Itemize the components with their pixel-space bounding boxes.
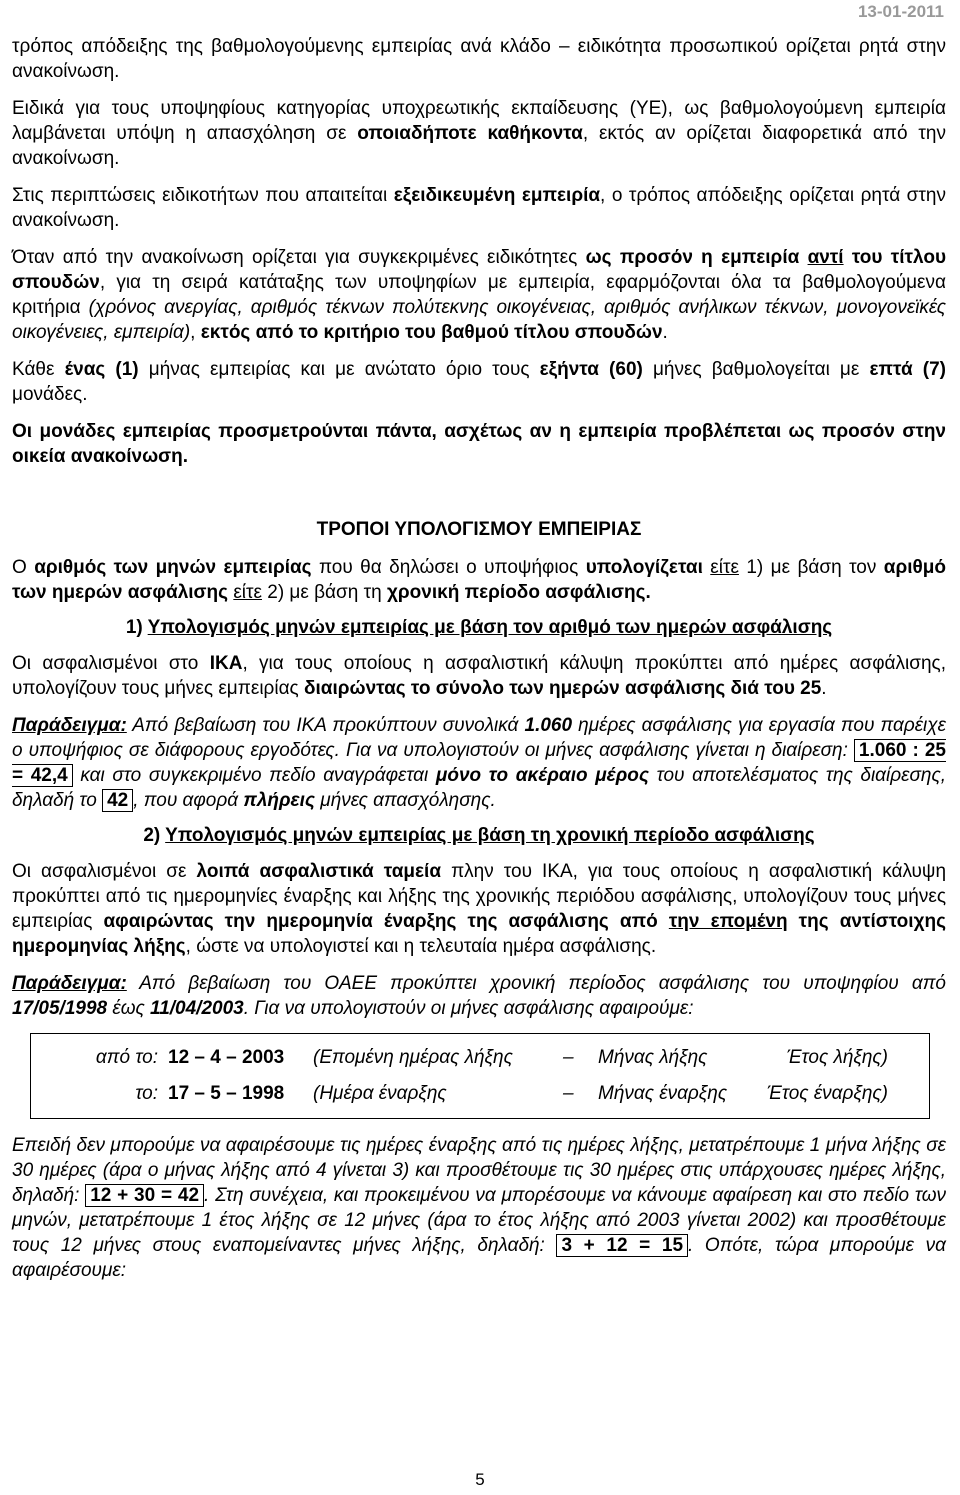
calc-label: από το: xyxy=(95,1047,158,1068)
bold-text: αριθμό των ημερών ασφάλισης xyxy=(12,557,947,603)
bold-text: χρονική περίοδο ασφάλισης. xyxy=(386,582,651,603)
bold-text: λοιπά ασφαλιστικά ταμεία xyxy=(196,861,442,882)
text: έως xyxy=(107,998,151,1019)
text: μονάδες. xyxy=(12,384,88,405)
bold-underlined-text: αντί xyxy=(807,247,844,268)
text: Οι ασφαλισμένοι σε xyxy=(12,861,197,882)
text: τρόπος απόδειξης της βαθμολογούμενης εμπειρίας ανά κλάδο – ειδικότητα προσωπικού ορίζεται ρητά στην ανακοίνωση. xyxy=(12,36,946,82)
bold-text: του τίτλου σπουδών xyxy=(12,247,946,293)
bold-text: ΙΚΑ xyxy=(209,653,243,674)
text: 2) με βάση τη xyxy=(261,582,387,603)
bold-underlined-text: την επομένη xyxy=(668,911,788,932)
subheading-method-1 xyxy=(12,617,946,639)
calc-year-desc: Έτος έναρξης) xyxy=(766,1083,888,1104)
bold-text: αριθμός των μηνών εμπειρίας xyxy=(34,557,312,578)
page-number: 5 xyxy=(475,1470,485,1489)
subheading-method-2 xyxy=(12,825,946,847)
subheading-number: 2) xyxy=(143,825,166,846)
bold-text: εξειδικευμένη εμπειρία xyxy=(393,185,601,206)
underlined-text: είτε xyxy=(233,582,262,603)
text: Στις περιπτώσεις ειδικοτήτων που απαιτείται xyxy=(12,185,394,206)
paragraph-ika xyxy=(12,651,946,701)
underlined-text: είτε xyxy=(710,557,739,578)
bold-text: 17/05/1998 xyxy=(12,998,108,1019)
text: . xyxy=(821,678,827,699)
paragraph-other-funds xyxy=(12,859,946,959)
paragraph-borrowing-explanation xyxy=(12,1133,946,1283)
text: , ώστε να υπολογιστεί και η τελευταία ημέρα ασφάλισης. xyxy=(185,936,657,957)
calc-year-desc: Έτος λήξης) xyxy=(786,1047,888,1068)
text: , για τη σειρά κατάταξης των υποψηφίων με εμπειρία, εφαρμόζονται όλα τα βαθμολογούμενα κριτήρια xyxy=(12,272,946,318)
text: πλην του ΙΚΑ, για τους οποίους η ασφαλιστική κάλυψη προκύπτει από τις ημερομηνίες έναρξης και λήξης της χρονικής περιόδου ασφάλισης, υπολογίζουν τους μήνες εμπειρίας xyxy=(12,861,947,932)
boxed-calculation: 12 + 30 = 42 xyxy=(85,1184,204,1207)
bold-text: της αντίστοιχης ημερομηνίας λήξης xyxy=(12,911,946,957)
calc-date: 12 – 4 – 2003 xyxy=(168,1047,285,1068)
italic-text: (χρόνος ανεργίας, αριθμός τέκνων πολύτεκνης οικογένειας, αριθμός ανήλικων τέκνων, μονογονεϊκές οικογένειες, εμπειρία) xyxy=(12,297,946,343)
paragraph-specialized-experience xyxy=(12,183,946,233)
document-body xyxy=(12,34,946,1295)
text: Από βεβαίωση του ΟΑΕΕ προκύπτει χρονική περίοδος ασφάλισης του υποψηφίου από xyxy=(126,973,946,994)
text: , για τους οποίους η ασφαλιστική κάλυψη προκύπτει από ημέρες ασφάλισης, υπολογίζουν τους μήνες εμπειρίας xyxy=(12,653,946,699)
text: , που αφορά xyxy=(133,790,244,811)
text: Από βεβαίωση του ΙΚΑ προκύπτουν συνολικά xyxy=(126,715,525,736)
boxed-result: 42 xyxy=(102,789,133,812)
bold-text: εξήντα (60) xyxy=(539,359,643,380)
paragraph-example-oaee xyxy=(12,971,946,1021)
text: του αποτελέσματος της διαίρεσης, δηλαδή το xyxy=(12,765,946,811)
calc-label: το: xyxy=(135,1083,158,1104)
text: μήνας εμπειρίας και με ανώτατο όριο τους xyxy=(138,359,540,380)
text: . Στη συνέχεια, και προκειμένου να μπορέσουμε να κάνουμε αφαίρεση και στο πεδίο των μηνών, μετατρέπουμε 1 έτος λήξης σε 12 μήνες (άρα το έτος λήξης από 2003 γίνεται 2002) και προσθέτουμε τους 12 μήνες στους εναπομείναντες μήνες λήξης, δηλαδή: xyxy=(12,1185,946,1256)
paragraph-example-ika xyxy=(12,713,946,813)
text: 1) με βάση τον xyxy=(738,557,884,578)
bold-text: 1.060 xyxy=(524,715,573,736)
subheading-text: Υπολογισμός μηνών εμπειρίας με βάση τη χρονική περίοδο ασφάλισης xyxy=(165,825,815,846)
boxed-calculation: 3 + 12 = 15 xyxy=(556,1234,688,1257)
bold-text: εκτός από το κριτήριο του βαθμού τίτλου σπουδών xyxy=(200,322,663,343)
text: , xyxy=(190,322,201,343)
bold-text: Οι μονάδες εμπειρίας προσμετρούνται πάντα, ασχέτως αν η εμπειρία προβλέπεται ως προσόν στην οικεία ανακοίνωση. xyxy=(12,421,946,467)
text: Ο xyxy=(12,557,35,578)
text: και στο συγκεκριμένο πεδίο αναγράφεται xyxy=(72,765,436,786)
bold-text: ένας (1) xyxy=(64,359,139,380)
calc-row-start xyxy=(31,1076,929,1112)
text: Όταν από την ανακοίνωση ορίζεται για συγκεκριμένες ειδικότητες xyxy=(12,247,586,268)
bold-text: οποιαδήποτε καθήκοντα xyxy=(357,123,583,144)
example-label: Παράδειγμα: xyxy=(12,973,127,994)
document-date: 13-01-2011 xyxy=(857,2,944,21)
text: που θα δηλώσει ο υποψήφιος xyxy=(311,557,586,578)
text: , εκτός αν ορίζεται διαφορετικά από την ανακοίνωση. xyxy=(12,123,946,169)
paragraph-units-always-counted xyxy=(12,419,946,469)
paragraph-calculation-methods xyxy=(12,555,946,605)
bold-text: διαιρώντας το σύνολο των ημερών ασφάλισης διά του 25 xyxy=(304,678,822,699)
paragraph-ye-category xyxy=(12,96,946,171)
bold-text: επτά (7) xyxy=(869,359,946,380)
bold-text: αφαιρώντας την ημερομηνία έναρξης της ασφάλισης από xyxy=(103,911,669,932)
calc-date: 17 – 5 – 1998 xyxy=(168,1083,285,1104)
example-label: Παράδειγμα: xyxy=(12,715,127,736)
calc-row-end xyxy=(31,1040,929,1076)
calc-month-desc: Μήνας έναρξης xyxy=(598,1083,728,1104)
section-heading: ΤΡΟΠΟΙ ΥΠΟΛΟΓΙΣΜΟΥ ΕΜΠΕΙΡΙΑΣ xyxy=(316,519,642,540)
paragraph-proof-method xyxy=(12,34,946,84)
text: Ειδικά για τους υποψηφίους κατηγορίας υποχρεωτικής εκπαίδευσης (ΥΕ), ως βαθμολογούμενη εμπειρία λαμβάνεται υπόψη η απασχόληση σε xyxy=(12,98,946,144)
bold-text: υπολογίζεται xyxy=(585,557,703,578)
subheading-text: Υπολογισμός μηνών εμπειρίας με βάση τον αριθμό των ημερών ασφάλισης xyxy=(147,617,833,638)
text: . xyxy=(662,322,668,343)
bold-text: 11/04/2003 xyxy=(150,998,244,1019)
subheading-number: 1) xyxy=(125,617,148,638)
text: . Για να υπολογιστούν οι μήνες ασφάλισης αφαιρούμε: xyxy=(243,998,694,1019)
text: . Οπότε, τώρα μπορούμε να αφαιρέσουμε: xyxy=(12,1235,946,1281)
calc-dash: – xyxy=(563,1083,574,1104)
calc-dash: – xyxy=(563,1047,574,1068)
bold-text: ως προσόν η εμπειρία xyxy=(585,247,808,268)
calc-month-desc: Μήνας λήξης xyxy=(598,1047,708,1068)
calc-day-desc: (Επομένη ημέρας λήξης xyxy=(313,1047,513,1068)
bold-text: μόνο το ακέραιο μέρος xyxy=(435,765,649,786)
paragraph-experience-as-qualification xyxy=(12,245,946,345)
bold-text: πλήρεις xyxy=(243,790,316,811)
paragraph-scoring xyxy=(12,357,946,407)
text: Οι ασφαλισμένοι στο xyxy=(12,653,210,674)
text: Επειδή δεν μπορούμε να αφαιρέσουμε τις ημέρες έναρξης από τις ημέρες λήξης, μετατρέπουμε 1 μήνα λήξης σε 30 ημέρες (άρα ο μήνας λήξης από 4 γίνεται 3) και προσθέτουμε τις 30 ημέρες στις υπάρχουσες ημέρες λήξης, δηλαδή: xyxy=(12,1135,946,1206)
boxed-calculation: 1.060 : 25 = 42,4 xyxy=(12,740,946,786)
text: Κάθε xyxy=(12,359,65,380)
text: μήνες βαθμολογείται με xyxy=(642,359,870,380)
text: μήνες απασχόλησης. xyxy=(315,790,496,811)
date-subtraction-box xyxy=(30,1033,930,1119)
text: ημέρες ασφάλισης για εργασία που παρέιχε ο υποψήφιος σε διάφορους εργοδότες. Για να υπολογιστούν οι μήνες ασφάλισης γίνεται η διαίρεση: xyxy=(12,715,946,761)
calc-day-desc: (Ημέρα έναρξης xyxy=(313,1083,447,1104)
text: , ο τρόπος απόδειξης ορίζεται ρητά στην ανακοίνωση. xyxy=(12,185,946,231)
